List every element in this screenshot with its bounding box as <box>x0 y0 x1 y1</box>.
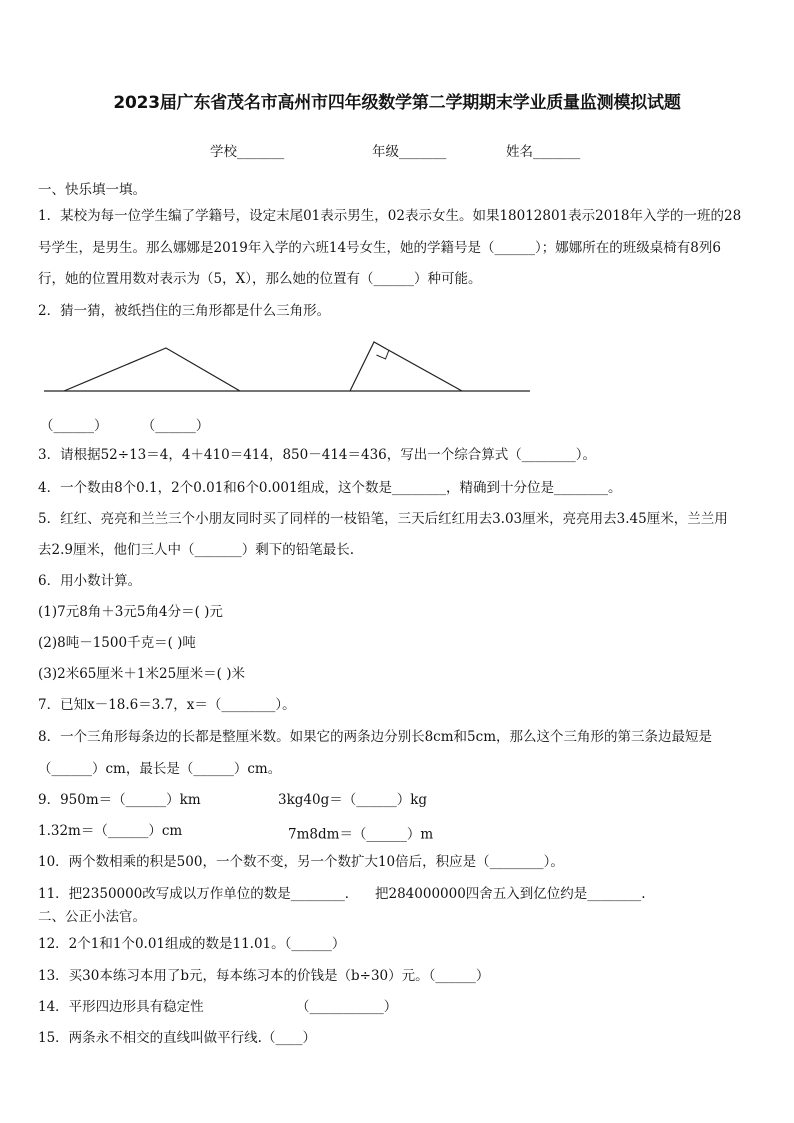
section-heading-judge: 二、公正小法官。 <box>38 909 146 925</box>
question-6-part-3: (3)2米65厘米＋1米25厘米＝( )米 <box>38 666 245 682</box>
question-1-line-3: 行，她的位置用数对表示为（5，X），那么她的位置有（______）种可能。 <box>38 271 482 287</box>
question-13: 13．买30本练习本用了b元，每本练习本的价钱是（b÷30）元。（______） <box>38 968 490 984</box>
obtuse-triangle-visible-part <box>64 348 240 391</box>
question-9-b: 3kg40g＝（______）kg <box>278 792 428 808</box>
question-11-b: 把284000000四舍五入到亿位约是________. <box>375 886 646 902</box>
hidden-triangles-figure <box>44 336 534 402</box>
school-field[interactable]: 学校_______ <box>210 144 285 160</box>
question-5-line-2: 去2.9厘米，他们三人中（_______）剩下的铅笔最长. <box>38 542 355 558</box>
page-title: 2023届广东省茂名市高州市四年级数学第二学期期末学业质量监测模拟试题 <box>113 93 681 113</box>
question-1-line-1: 1．某校为每一位学生编了学籍号，设定末尾01表示男生，02表示女生。如果18012801表示2018年入学的一班的28 <box>38 208 742 224</box>
question-9-d-part-2: 8dm <box>309 826 340 843</box>
question-12: 12．2个1和1个0.01组成的数是11.01。（______） <box>38 936 346 952</box>
question-6-part-1: (1)7元8角＋3元5角4分＝( )元 <box>38 604 223 620</box>
question-2-answers <box>40 414 209 434</box>
question-14: 14．平形四边形具有稳定性 <box>38 999 204 1015</box>
question-1-line-2: 号学生，是男生。那么娜娜是2019年入学的六班14号女生，她的学籍号是（______）；娜娜所在的班级桌椅有8列6 <box>38 240 721 256</box>
question-9-d-part-1: 7m <box>288 826 310 843</box>
question-15: 15．两条永不相交的直线叫做平行线.（____） <box>38 1030 316 1046</box>
question-2-answer-1[interactable]: （______） <box>40 418 108 434</box>
question-7: 7．已知x－18.6＝3.7，x＝（________）。 <box>38 697 296 713</box>
question-8-line-2: （______）cm，最长是（______）cm。 <box>38 761 282 777</box>
question-3: 3．请根据52÷13＝4，4＋410＝414，850－414＝436，写出一个综合算式（________）。 <box>38 447 597 463</box>
name-field[interactable]: 姓名_______ <box>506 144 581 160</box>
right-triangle-visible-part <box>350 342 462 391</box>
right-angle-mark <box>377 350 390 359</box>
question-14-answer[interactable]: （___________） <box>296 999 398 1015</box>
grade-field[interactable]: 年级_______ <box>372 144 447 160</box>
question-11-a: 11．把2350000改写成以万作单位的数是________． <box>38 886 359 902</box>
question-8-line-1: 8．一个三角形每条边的长都是整厘米数。如果它的两条边分别长8cm和5cm，那么这个三角形的第三条边最短是 <box>38 729 712 745</box>
question-6-part-2: (2)8吨－1500千克＝( )吨 <box>38 635 196 651</box>
question-2-answer-2[interactable]: （______） <box>141 418 210 434</box>
question-9-a: 9．950m＝（______）km <box>38 792 201 808</box>
question-6: 6．用小数计算。 <box>38 573 142 589</box>
section-heading-fill-in: 一、快乐填一填。 <box>38 182 146 198</box>
question-4: 4．一个数由8个0.1，2个0.01和6个0.001组成，这个数是________，精确到十分位是________。 <box>38 480 622 496</box>
question-9-d-part-3: ＝（______）m <box>339 826 434 843</box>
question-9-d <box>288 822 518 844</box>
question-2: 2．猜一猜，被纸挡住的三角形都是什么三角形。 <box>38 303 331 319</box>
question-5-line-1: 5．红红、亮亮和兰兰三个小朋友同时买了同样的一枝铅笔，三天后红红用去3.03厘米，亮亮用去3.45厘米，兰兰用 <box>38 511 728 527</box>
question-9-c: 1.32m＝（______）cm <box>38 823 183 839</box>
question-10: 10．两个数相乘的积是500，一个数不变，另一个数扩大10倍后，积应是（________）。 <box>38 854 564 870</box>
